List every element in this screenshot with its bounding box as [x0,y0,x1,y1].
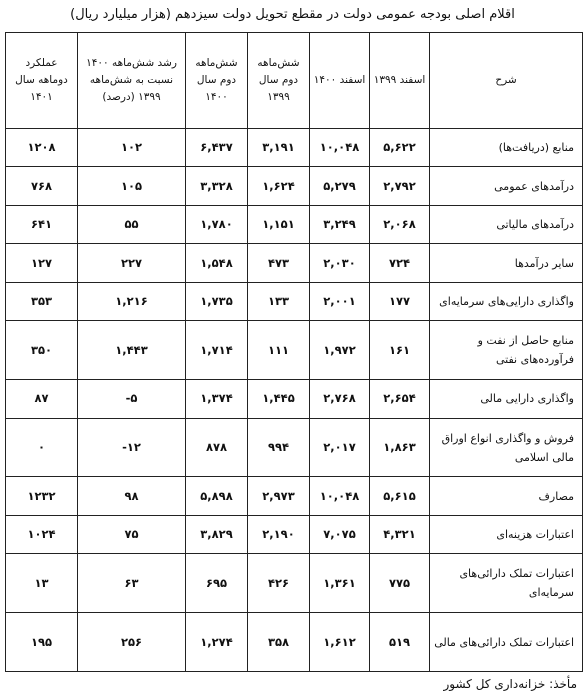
table-row [6,477,583,515]
table-cell: ۱,۸۶۳ [370,418,430,477]
table-row [6,418,583,477]
table-cell: ۱۱۱ [248,321,310,380]
table-cell: ۱۳ [6,554,78,613]
table-cell: ۱۰۵ [78,167,186,205]
table-cell: ۹۹۴ [248,418,310,477]
table-cell: ۵,۸۹۸ [186,477,248,515]
table-cell: ۵۱۹ [370,613,430,672]
table-cell: ۱,۳۶۱ [310,554,370,613]
table-cell: ۱۰,۰۴۸ [310,129,370,167]
row-label: منابع حاصل از نفت و فرآورده‌های نفتی [430,321,583,380]
table-cell: ۲,۰۳۰ [310,244,370,282]
table-cell: ۱۲- [78,418,186,477]
table-cell: ۱,۵۴۸ [186,244,248,282]
row-label: واگذاری دارایی مالی [430,380,583,418]
table-cell: ۱,۴۴۳ [78,321,186,380]
table-row [6,613,583,672]
table-cell: ۱,۷۳۵ [186,282,248,320]
table-cell: ۱۹۵ [6,613,78,672]
table-row [6,167,583,205]
table-cell: ۷۲۴ [370,244,430,282]
source-note: مأخذ: خزانه‌داری کل کشور [443,677,577,691]
row-label: اعتبارات هزینه‌ای [430,515,583,553]
column-header: رشد شش‌ماهه ۱۴۰۰ نسبت به شش‌ماهه ۱۳۹۹ (درصد) [78,33,186,129]
table-cell: ۵,۶۱۵ [370,477,430,515]
table-cell: ۲,۰۱۷ [310,418,370,477]
table-row [6,244,583,282]
table-cell: ۱,۳۷۴ [186,380,248,418]
table-cell: ۴,۳۲۱ [370,515,430,553]
table-cell: ۸۷۸ [186,418,248,477]
table-cell: ۱۲۷ [6,244,78,282]
table-row [6,515,583,553]
table-cell: ۳۵۳ [6,282,78,320]
table-cell: ۵,۲۷۹ [310,167,370,205]
table-cell: ۱,۲۱۶ [78,282,186,320]
column-header: اسفند ۱۴۰۰ [310,33,370,129]
table-cell: ۱۰۲ [78,129,186,167]
table-cell: ۷۷۵ [370,554,430,613]
table-cell: ۱,۱۵۱ [248,205,310,243]
table-cell: ۱۳۳ [248,282,310,320]
table-cell: ۶,۴۳۷ [186,129,248,167]
table-cell: ۶۹۵ [186,554,248,613]
table-cell: ۳,۳۲۸ [186,167,248,205]
table-cell: ۲,۶۵۴ [370,380,430,418]
table-row [6,129,583,167]
table-cell: ۱۲۳۲ [6,477,78,515]
table-cell: ۷۶۸ [6,167,78,205]
row-label: سایر درآمدها [430,244,583,282]
table-cell: ۱,۷۱۴ [186,321,248,380]
table-row [6,554,583,613]
table-cell: ۲۵۶ [78,613,186,672]
table-cell: ۱۰۲۴ [6,515,78,553]
table-cell: ۱,۶۲۴ [248,167,310,205]
table-cell: ۵- [78,380,186,418]
table-cell: ۷۵ [78,515,186,553]
table-cell: ۹۸ [78,477,186,515]
header-row [6,33,583,129]
row-label: منابع (دریافت‌ها) [430,129,583,167]
table-cell: ۷,۰۷۵ [310,515,370,553]
table-cell: ۲,۱۹۰ [248,515,310,553]
table-cell: ۴۲۶ [248,554,310,613]
table-row [6,282,583,320]
table-cell: ۱۲۰۸ [6,129,78,167]
table-cell: ۶۴۱ [6,205,78,243]
table-cell: ۱,۶۱۲ [310,613,370,672]
row-label: اعتبارات تملک دارائی‌های مالی [430,613,583,672]
table-row [6,321,583,380]
table-cell: ۳,۸۲۹ [186,515,248,553]
row-label: فروش و واگذاری انواع اوراق مالی اسلامی [430,418,583,477]
table-cell: ۱۷۷ [370,282,430,320]
table-cell: ۱,۲۷۴ [186,613,248,672]
table-cell: ۸۷ [6,380,78,418]
table-cell: ۳۵۰ [6,321,78,380]
table-cell: ۶۳ [78,554,186,613]
column-header: اسفند ۱۳۹۹ [370,33,430,129]
table-cell: ۳,۲۴۹ [310,205,370,243]
table-cell: ۵۵ [78,205,186,243]
row-label: مصارف [430,477,583,515]
row-label: درآمدهای عمومی [430,167,583,205]
table-cell: ۱,۷۸۰ [186,205,248,243]
table-row [6,380,583,418]
table-cell: ۲,۹۷۳ [248,477,310,515]
row-label: واگذاری دارایی‌های سرمایه‌ای [430,282,583,320]
table-cell: ۲,۷۶۸ [310,380,370,418]
table-cell: ۰ [6,418,78,477]
table-row [6,205,583,243]
table-cell: ۴۷۳ [248,244,310,282]
table-cell: ۲,۷۹۲ [370,167,430,205]
table-cell: ۲۲۷ [78,244,186,282]
table-cell: ۳,۱۹۱ [248,129,310,167]
table-cell: ۱۶۱ [370,321,430,380]
table-cell: ۵,۶۲۲ [370,129,430,167]
row-label: اعتبارات تملک دارائی‌های سرمایه‌ای [430,554,583,613]
column-header: شش‌ماهه دوم سال ۱۴۰۰ [186,33,248,129]
table-cell: ۱,۴۴۵ [248,380,310,418]
table-cell: ۱,۹۷۲ [310,321,370,380]
table-cell: ۲,۰۰۱ [310,282,370,320]
table-cell: ۱۰,۰۴۸ [310,477,370,515]
budget-table [5,32,583,672]
table-title: اقلام اصلی بودجه عمومی دولت در مقطع تحویل دولت سیزدهم (هزار میلیارد ریال) [70,7,515,22]
table-cell: ۲,۰۶۸ [370,205,430,243]
table-cell: ۳۵۸ [248,613,310,672]
row-label: درآمدهای مالیاتی [430,205,583,243]
column-header: شش‌ماهه دوم سال ۱۳۹۹ [248,33,310,129]
column-header: شرح [430,33,583,129]
column-header: عملکرد دوماهه سال ۱۴۰۱ [6,33,78,129]
